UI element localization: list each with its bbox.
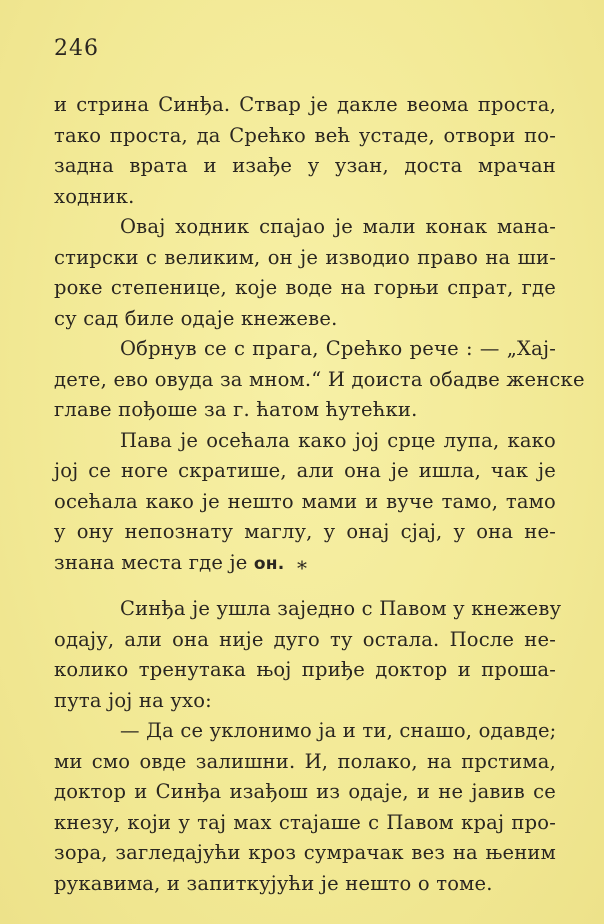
paragraph-start-line: Синђа је ушла заједно с Павом у кнежеву [120, 597, 562, 620]
text-line: стирски с великим, он је изводио право на ши- [54, 245, 556, 269]
section-2-text [54, 594, 562, 899]
page-number: 246 [54, 36, 99, 61]
text-line: доктор и Синђа изађош из одаје, и не јавив се [54, 780, 556, 803]
text-line: дете, ево овуда за мном.“ И доиста обадве женске [54, 367, 585, 391]
text-fragment: знана места где је [54, 550, 254, 574]
text-line: зора, загледајући кроз сумрачак вез на њеним [54, 841, 556, 864]
paragraph-start-line: Обрнув се с прага, Срећко рече : — „Хај- [120, 337, 556, 360]
text-line: и стрина Синђа. Ствар је дакле веома проста, [54, 93, 556, 116]
text-line: рукавима, и запиткујући је нешто о томе. [54, 871, 493, 895]
text-line: ми смо овде залишни. И, полако, на прстима, [54, 749, 556, 773]
text-line: у ону непознату маглу, у онај сјај, у она не- [54, 520, 556, 543]
paragraph-start-line: Овај ходник спајао је мали конак мана- [120, 215, 556, 238]
text-line: ходник. [54, 184, 135, 208]
text-line: осећала како је нешто мами и вуче тамо, тамо [54, 489, 556, 513]
emphasis-word: он. [253, 553, 285, 574]
text-line: јој се ноге скратише, али она је ишла, чак је [54, 459, 556, 482]
text-line: тако проста, да Срећко већ устаде, отвори по- [54, 123, 556, 147]
text-line: пута јој на ухо: [54, 688, 212, 712]
text-line: су сад биле одаје кнежеве. [54, 306, 338, 330]
text-line: кнезу, који у тај мах стајаше с Павом крај про- [54, 810, 556, 834]
text-line: колико тренутака њој приђе доктор и проша- [54, 658, 556, 681]
text-line: задна врата и изађе у узан, доста мрачан [54, 154, 556, 177]
section-separator: * [297, 556, 307, 580]
text-line: главе пођоше за г. ћатом ћутећки. [54, 398, 418, 421]
text-line: роке степенице, које воде на горњи спрат, где [54, 276, 556, 299]
paragraph-start-line: — Да се уклонимо ја и ти, снашо, одавде; [120, 719, 557, 742]
paragraph-start-line: Пава је осећала како јој срце лупа, како [120, 428, 556, 452]
section-1-text [54, 90, 585, 578]
text-line: одају, али она није дуго ту остала. После не- [54, 627, 556, 651]
